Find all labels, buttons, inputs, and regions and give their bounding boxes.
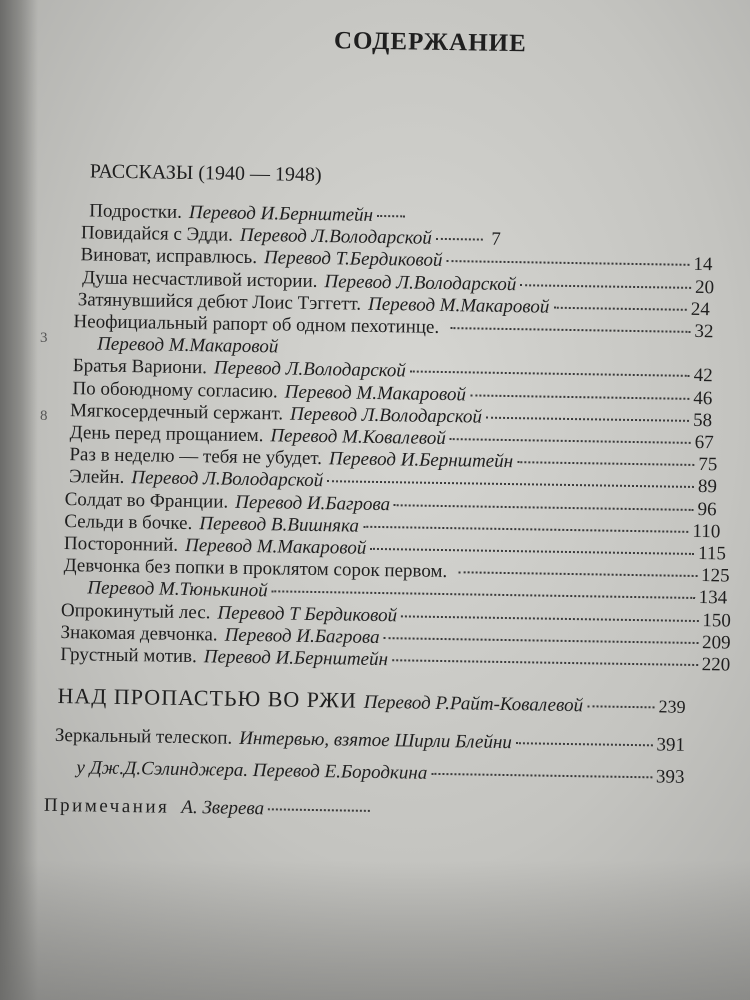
dot-leader	[272, 590, 695, 599]
entry-title: День перед прощанием.	[69, 422, 264, 447]
entry-title: Неофициальный рапорт об одном пехотинце.	[73, 311, 440, 338]
entry-page: 14	[693, 253, 713, 276]
edge-digit: 8	[40, 408, 48, 424]
entry-translator: Перевод М.Макаровой	[284, 381, 467, 406]
entry-page: 134	[698, 587, 728, 609]
entry-translator: Перевод И.Бернштейн	[203, 646, 389, 671]
dot-leader	[458, 571, 697, 577]
dot-leader	[370, 548, 694, 555]
dot-leader	[446, 260, 689, 266]
entry-title: Посторонний.	[63, 533, 179, 556]
entry-title: Знакомая девчонка.	[60, 622, 218, 646]
entry-page: 42	[693, 364, 713, 387]
entry-translator: Перевод Т.Бердиковой	[263, 247, 443, 271]
entry-translator: Перевод Л.Володарской	[131, 467, 324, 492]
dot-leader	[268, 808, 370, 812]
dot-leader	[486, 417, 689, 422]
entry-translator: Перевод М.Тюнькиной	[87, 577, 268, 602]
entry-page: 58	[692, 409, 713, 432]
entry-translator: Перевод М.Макаровой	[184, 534, 367, 559]
entry-title: Виноват, исправлюсь.	[80, 244, 258, 269]
entry-translator: Перевод И.Багрова	[224, 624, 380, 649]
dot-leader	[450, 438, 691, 444]
entry-page: 7	[491, 228, 502, 250]
entry-title: Примечания	[43, 794, 170, 818]
entry-translator: Перевод И.Багрова	[235, 491, 391, 516]
interview-entry-continuation	[76, 757, 684, 789]
entry-translator: Перевод Т Бердиковой	[217, 602, 398, 627]
page-title: СОДЕРЖАНИЕ	[333, 27, 528, 58]
dot-leader	[394, 504, 694, 511]
interview-entry	[55, 725, 685, 757]
entry-translator: Интервью, взятое Ширли Блейни	[239, 727, 513, 754]
entry-page: 96	[697, 499, 717, 521]
entry-title: Затянувшийся дебют Лоис Тэггетт.	[77, 289, 362, 315]
entry-title: Девчонка без попки в проклятом сорок первом.	[63, 555, 448, 583]
entry-title: Зеркальный телескоп.	[54, 724, 233, 749]
entry-title: Солдат во Франции.	[64, 489, 229, 513]
entry-page: 46	[693, 387, 713, 410]
dot-leader	[363, 526, 689, 533]
dot-leader	[401, 615, 698, 622]
edge-digit: 3	[40, 330, 48, 346]
entry-title: По обоюдному согласию.	[72, 378, 278, 403]
entry-title: Опрокинутый лес.	[60, 600, 211, 624]
entry-page: 89	[697, 476, 718, 498]
dot-leader	[410, 370, 690, 376]
entry-title: Подростки.	[89, 200, 183, 223]
entry-translator: Перевод И.Бернштейн	[328, 448, 514, 473]
entry-page: 75	[698, 454, 718, 476]
entry-page: 20	[694, 276, 715, 299]
entry-page: 393	[655, 766, 685, 788]
entry-title: Повидайся с Эдди.	[80, 222, 234, 246]
dot-leader	[377, 215, 405, 217]
entry-title: Элейн.	[68, 466, 125, 488]
entry-title: Братья Вариони.	[72, 355, 208, 379]
entry-translator: Перевод Л.Володарской	[213, 357, 407, 382]
entry-translator: Перевод М.Макаровой	[367, 293, 550, 318]
dot-leader	[553, 307, 686, 311]
entry-title: Душа несчастливой истории.	[82, 267, 318, 292]
entry-translator: А. Зверева	[181, 796, 265, 820]
entry-translator: Перевод Л.Володарской	[289, 403, 483, 428]
entry-title: Грустный мотив.	[60, 644, 198, 668]
entry-page: 110	[692, 520, 721, 543]
entry-translator: Перевод Р.Райт-Ковалевой	[363, 691, 584, 717]
entry-translator: у Дж.Д.Сэлинджера. Перевод Е.Бородкина	[76, 757, 428, 784]
entry-page: 150	[702, 610, 732, 632]
notes-entry	[44, 795, 374, 822]
entry-translator: Перевод Л.Володарской	[239, 224, 433, 249]
entry-page: 32	[694, 320, 714, 343]
novel-entry	[57, 683, 685, 719]
dot-leader	[431, 773, 652, 778]
entry-title: Раз в неделю — тебя не убудет.	[69, 444, 323, 470]
entry-page: 391	[656, 734, 686, 756]
dot-leader	[470, 394, 689, 399]
entry-translator: Перевод Л.Володарской	[324, 271, 517, 296]
entry-page: 24	[690, 298, 710, 321]
entry-title: НАД ПРОПАСТЬЮ ВО РЖИ	[57, 682, 358, 713]
entry-page: 125	[700, 565, 730, 587]
entry-title: Мягкосердечный сержант.	[69, 400, 284, 425]
entry-page: 115	[697, 543, 727, 565]
entry-page: 67	[694, 431, 714, 454]
dot-leader	[516, 742, 653, 746]
entry-translator: Перевод В.Вишняка	[199, 513, 360, 537]
dot-leader	[450, 327, 690, 333]
dot-leader	[392, 659, 698, 666]
dot-leader	[520, 284, 691, 289]
bottom-shadow	[0, 860, 750, 1000]
dot-leader	[436, 238, 483, 241]
entry-title: Сельди в бочке.	[64, 511, 193, 535]
entry-translator: Перевод И.Бернштейн	[188, 201, 374, 226]
entry-translator: Перевод М.Макаровой	[96, 333, 279, 358]
entry-translator: Перевод М.Ковалевой	[270, 425, 447, 450]
entry-page: 209	[701, 632, 731, 654]
dot-leader	[384, 637, 699, 644]
dot-leader	[327, 480, 694, 488]
dot-leader	[517, 461, 694, 466]
entry-page: 220	[701, 654, 731, 676]
section-heading: РАССКАЗЫ (1940 — 1948)	[89, 160, 322, 187]
entry-page: 239	[658, 696, 686, 717]
dot-leader	[587, 705, 655, 708]
